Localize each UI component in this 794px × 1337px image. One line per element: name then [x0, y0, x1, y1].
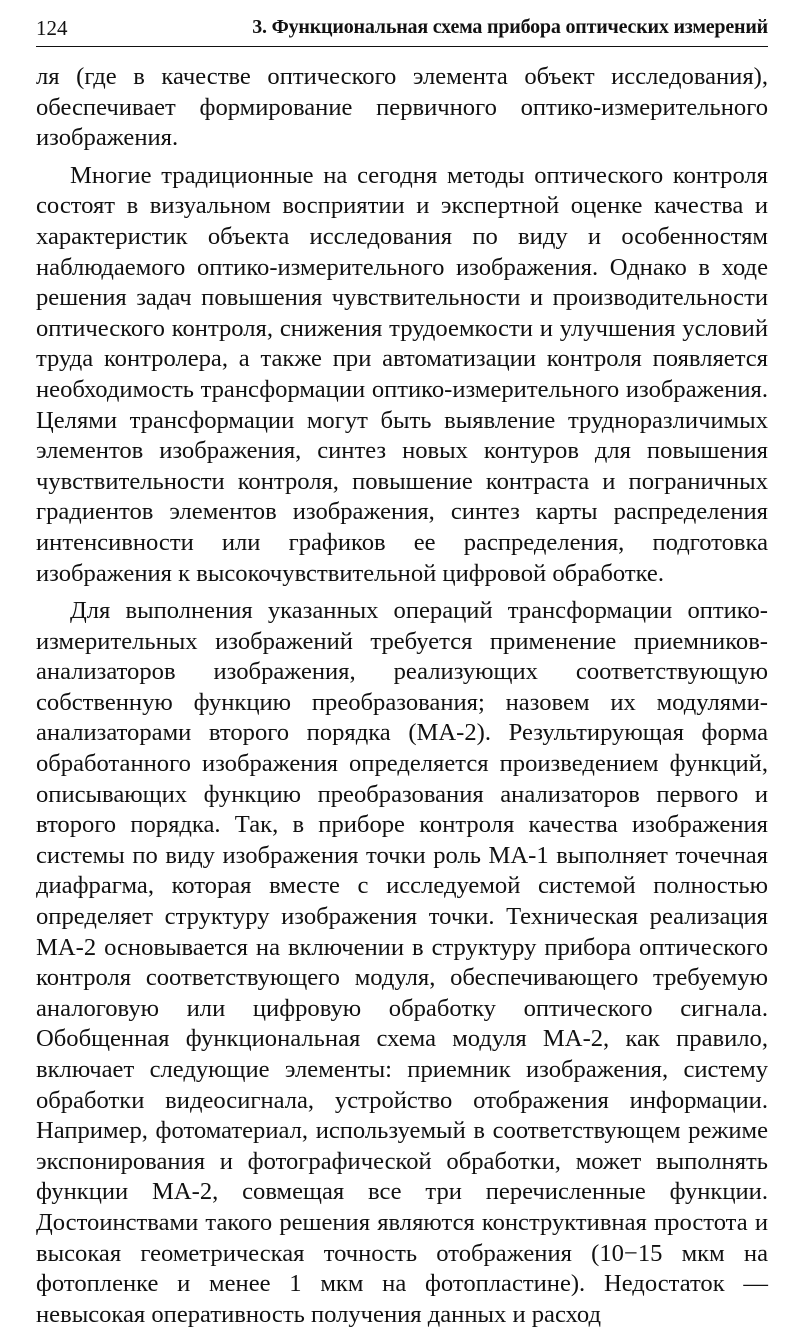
page-number: 124: [36, 16, 68, 40]
running-header: [36, 14, 768, 47]
paragraph-analyzer-modules: Для выполнения указанных операций трансформации оптико-измерительных изображений требуется применение приемников-анализаторов изображения, реализующих соответствующую собственную функцию преобразования; назовем их модулями-анализаторами второго порядка (МА-2). Результирующая форма обработанного изображения определяется произведением функций, описывающих функцию преобразования анализаторов первого и второго порядка. Так, в приборе контроля качества изображения системы по виду изображения точки роль МА-1 выполняет точечная диафрагма, которая вместе с исследуемой системой полностью определяет структуру изображения точки. Техническая реализация МА-2 основывается на включении в структуру прибора оптического контроля соответствующего модуля, обеспечивающего требуемую аналоговую или цифровую обработку оптического сигнала. Обобщенная функциональная схема модуля МА-2, как правило, включает следующие элементы: приемник изображения, систему обработки видеосигнала, устройство отображения информации. Например, фотоматериал, используемый в соответствующем режиме экспонирования и фотографической обработки, может выполнять функции МА-2, совмещая все три перечисленные функции. Достоинствами такого решения являются конструктивная простота и высокая геометрическая точность отображения (10−15 мкм на фотопленке и менее 1 мкм на фотопластине). Недостаток — невысокая оперативность получения данных и расход: [36, 597, 768, 1328]
paragraph-continuation: ля (где в качестве оптического элемента объект исследования), обеспечивает формирование первичного оптико-измерительного изображения.: [36, 63, 768, 152]
body-text: [36, 62, 768, 1337]
running-title: 3. Функциональная схема прибора оптических измерений: [252, 16, 768, 38]
paragraph-optical-control-methods: Многие традиционные на сегодня методы оптического контроля состоят в визуальном восприятии и экспертной оценке качества и характеристик объекта исследования по виду и особенностям наблюдаемого оптико-измерительного изображения. Однако в ходе решения задач повышения чувствительности и производительности оптического контроля, снижения трудоемкости и улучшения условий труда контролера, а также при автоматизации контроля появляется необходимость трансформации оптико-измерительного изображения. Целями трансформации могут быть выявление трудноразличимых элементов изображения, синтез новых контуров для повышения чувствительности контроля, повышение контраста и пограничных градиентов элементов изображения, синтез карты распределения интенсивности или графиков ее распределения, подготовка изображения к высокочувствительной цифровой обработке.: [36, 161, 768, 587]
